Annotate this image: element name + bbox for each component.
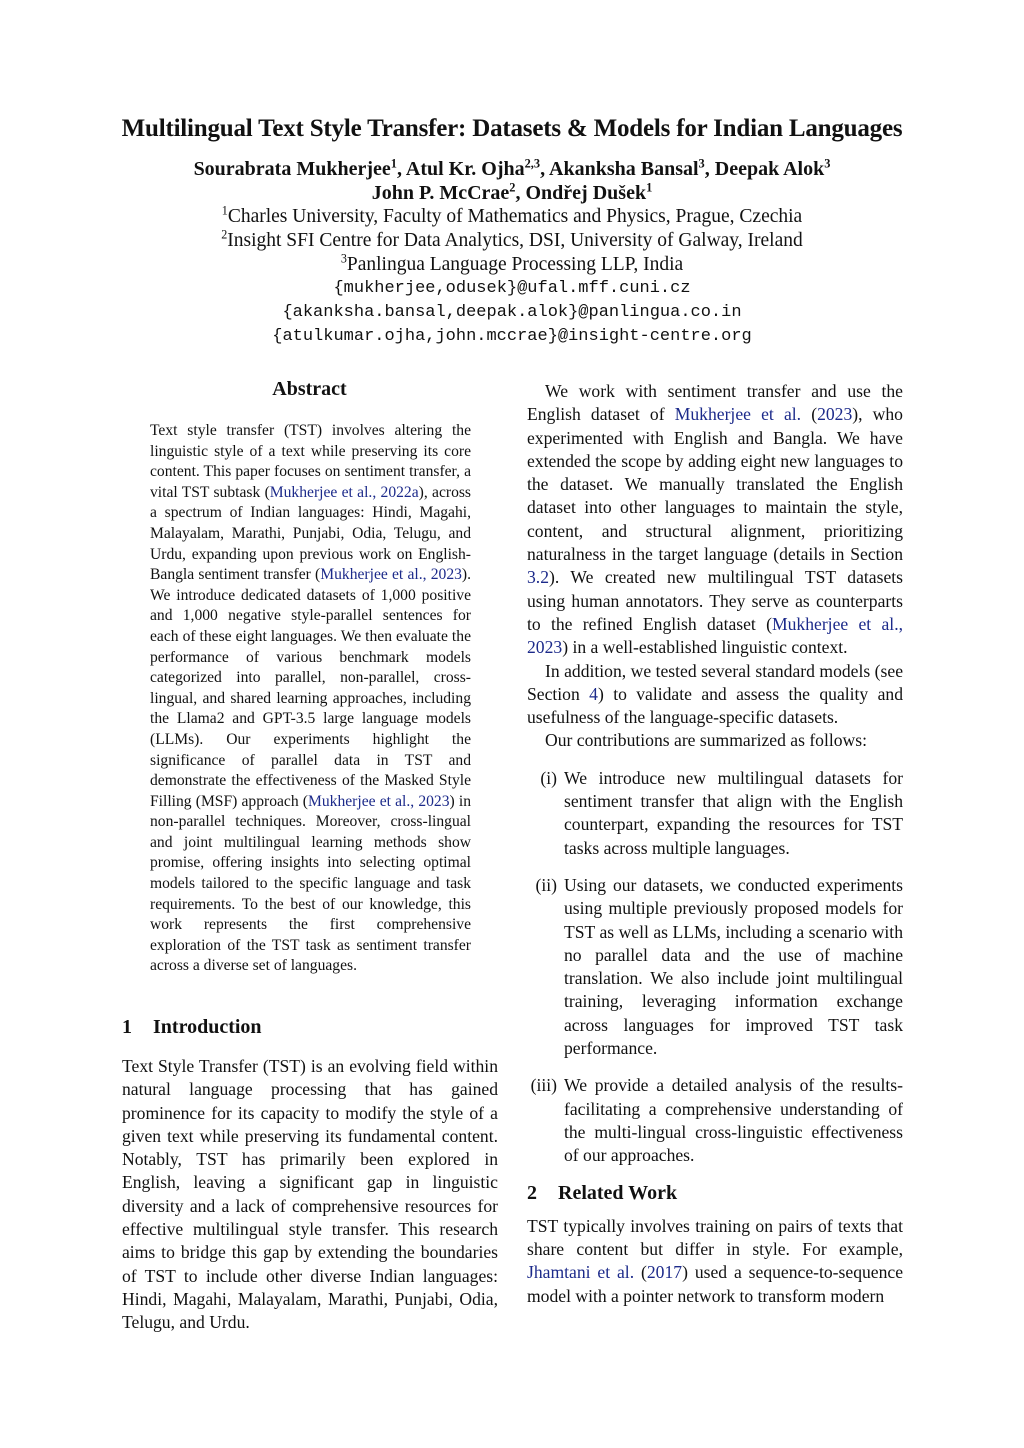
text-run: TST typically involves training on pairs of texts that share content but differ in style. For example, <box>527 1215 903 1260</box>
paragraph <box>527 729 903 752</box>
affiliation-text: Panlingua Language Processing LLP, India <box>346 254 684 275</box>
list-label: (ii) <box>535 874 557 895</box>
citation-link[interactable]: Mukherjee et al., 2023 <box>527 613 903 658</box>
affiliation <box>0 229 1024 253</box>
text-run: ( <box>801 404 818 425</box>
right-column <box>527 380 903 1308</box>
text-run: ), who experimented with English and Bangla. We have extended the scope by adding eight new languages to the dataset. We manually translated the English dataset into other languages to maintain the style, content, and structural alignment, prioritizing naturalness in the target language (details in Section <box>527 404 903 565</box>
author-affiliation-marker: 2,3 <box>524 156 541 171</box>
list-label: (i) <box>540 767 557 788</box>
abstract-body <box>150 421 471 977</box>
affiliations <box>0 205 1024 349</box>
section-number: 1 <box>122 1016 132 1038</box>
author-name: John P. McCrae <box>371 182 510 204</box>
text-run: ). We introduce dedicated datasets of 1,000 positive and 1,000 negative style-parallel sentences for each of these eight languages. We then evaluate the performance of various benchmark models categorized into parallel, non-parallel, cross-lingual, and shared learning approaches, including the Llama2 and GPT-3.5 large language models (LLMs). Our experiments highlight the significance of parallel data in TST and demonstrate the effectiveness of the Masked Style Filling (MSF) approach ( <box>150 566 472 810</box>
section-title: Introduction <box>153 1016 262 1038</box>
text-run: ) used a sequence-to-sequence model with a pointer network to transform modern <box>527 1262 904 1306</box>
section-heading-introduction <box>122 1016 262 1039</box>
citation-link[interactable]: 2017 <box>646 1262 683 1283</box>
author-line-2 <box>0 181 1024 205</box>
list-item <box>527 767 903 860</box>
text-run: Our contributions are summarized as follows: <box>545 730 867 751</box>
separator: , <box>540 158 550 180</box>
email: {akanksha.bansal,deepak.alok}@panlingua.co.in <box>282 303 742 322</box>
affiliation-text: Charles University, Faculty of Mathematics and Physics, Prague, Czechia <box>227 206 803 227</box>
separator: , <box>396 158 406 180</box>
list-label: (iii) <box>530 1075 557 1096</box>
text-run: ) in a well-established linguistic context. <box>562 637 848 658</box>
section-number: 2 <box>527 1181 537 1204</box>
author-affiliation-marker: 2 <box>509 180 516 195</box>
affiliation-marker: 3 <box>340 251 347 266</box>
list-text: Using our datasets, we conducted experiments using multiple previously proposed models for TST as well as LLMs, including a scenario with no parallel data and the use of machine translation. We also include joint multilingual training, leveraging information exchange across languages for improved TST task performance. <box>564 874 903 1059</box>
section-heading-related-work <box>527 1182 903 1205</box>
separator: , <box>515 182 526 204</box>
text-run: We work with sentiment transfer and use the English dataset of <box>527 381 903 425</box>
affiliation-marker: 1 <box>221 203 228 218</box>
list-text: We introduce new multilingual datasets for sentiment transfer that align with the English counterpart, expanding the resources for TST tasks across multiple languages. <box>564 767 903 858</box>
citation-link[interactable]: 2023 <box>817 404 853 425</box>
citation-link[interactable]: Jhamtani et al. <box>527 1262 635 1283</box>
email: {mukherjee,odusek}@ufal.mff.cuni.cz <box>333 279 691 298</box>
text-run: In addition, we tested several standard models (see Section <box>527 660 903 704</box>
affiliation-text: Insight SFI Centre for Data Analytics, DSI, University of Galway, Ireland <box>227 230 803 251</box>
author-name: Ondřej Dušek <box>525 182 647 204</box>
list-item <box>527 1074 903 1167</box>
author-affiliation-marker: 3 <box>824 156 831 171</box>
introduction-body <box>122 1055 498 1335</box>
author-affiliation-marker: 1 <box>390 156 397 171</box>
affiliation-marker: 2 <box>221 227 228 242</box>
author-list <box>0 157 1024 205</box>
text-run: ). We created new multilingual TST datasets using human annotators. They serve as counterparts to the refined English dataset ( <box>527 567 903 634</box>
author-affiliation-marker: 3 <box>698 156 705 171</box>
author-name: Akanksha Bansal <box>549 158 699 180</box>
contribution-list <box>527 767 903 1168</box>
text-run: ) in non-parallel techniques. Moreover, cross-lingual and joint multilingual learning methods show promise, offering insights into selecting optimal models tailored to the specific language and task requirements. To the best of our knowledge, this work represents the first comprehensive exploration of the TST task as sentiment transfer across a diverse set of languages. <box>150 792 471 975</box>
text-run: ( <box>634 1262 647 1283</box>
author-name: Sourabrata Mukherjee <box>193 158 391 180</box>
list-text: We provide a detailed analysis of the results-facilitating a comprehensive understanding of the multi-lingual cross-linguistic effectiveness of our approaches. <box>564 1075 903 1166</box>
paragraph <box>527 660 903 730</box>
citation-link[interactable]: 3.2 <box>527 567 549 588</box>
citation-link[interactable]: Mukherjee et al., 2023 <box>308 792 450 810</box>
author-line-1 <box>0 157 1024 181</box>
separator: , <box>704 158 715 180</box>
author-name: Deepak Alok <box>714 158 825 180</box>
author-name: Atul Kr. Ojha <box>405 158 525 180</box>
text-run: Text style transfer (TST) involves altering the linguistic style of a text while preserving its core content. This paper focuses on sentiment transfer, a vital TST subtask ( <box>150 422 471 501</box>
paper-title: Multilingual Text Style Transfer: Datasets & Models for Indian Languages <box>121 115 903 142</box>
author-affiliation-marker: 1 <box>646 180 653 195</box>
text-run: ), across a spectrum of Indian languages: Hindi, Magahi, Malayalam, Marathi, Punjabi, Odia, Telugu, and Urdu, expanding upon previous work on English-Bangla sentiment transfer ( <box>150 483 472 584</box>
text-run: Text Style Transfer (TST) is an evolving field within natural language processing that has gained prominence for its capacity to modify the style of a given text while preserving its fundamental content. Notably, TST has primarily been explored in English, leaving a significant gap in linguistic diversity and a lack of comprehensive resources for effective multilingual style transfer. This research aims to bridge this gap by extending the boundaries of TST to include other diverse Indian languages: Hindi, Magahi, Malayalam, Marathi, Punjabi, Odia, Telugu, and Urdu. <box>122 1056 498 1333</box>
affiliation <box>0 253 1024 277</box>
paragraph <box>527 1215 903 1308</box>
abstract-heading: Abstract <box>272 378 347 400</box>
citation-link[interactable]: 4 <box>589 683 598 704</box>
list-item <box>527 874 903 1060</box>
section-title: Related Work <box>558 1181 678 1204</box>
paragraph <box>527 380 903 660</box>
affiliation <box>0 205 1024 229</box>
citation-link[interactable]: Mukherjee et al., 2023 <box>320 566 462 584</box>
citation-link[interactable]: Mukherjee et al. <box>674 404 802 425</box>
citation-link[interactable]: Mukherjee et al., 2022a <box>269 483 419 501</box>
text-run: ) to validate and assess the quality and usefulness of the language-specific datasets. <box>527 683 904 728</box>
email: {atulkumar.ojha,john.mccrae}@insight-centre.org <box>272 327 752 346</box>
paragraph <box>122 1055 498 1335</box>
